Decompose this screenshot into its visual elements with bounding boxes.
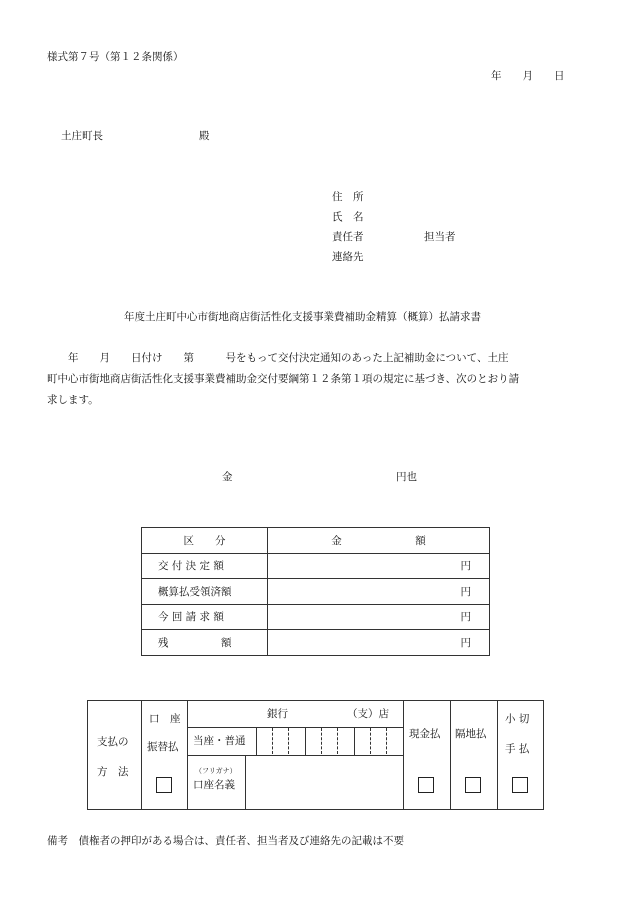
contact-label: 連絡先 — [332, 251, 364, 263]
header-amount: 金 額 — [268, 528, 490, 554]
divider — [497, 700, 498, 810]
amount-table — [141, 527, 490, 656]
body-line-2: 町中心市街地商店街活性化支援事業費補助金交付要綱第１２条第１項の規定に基づき、次のとおり請 — [47, 373, 520, 385]
bank-label: 銀行 — [267, 708, 288, 720]
body-paragraph — [47, 348, 577, 411]
row-unit: 円 — [268, 604, 490, 630]
remote-checkbox[interactable] — [465, 777, 481, 793]
table-row — [142, 579, 490, 605]
transfer-checkbox[interactable] — [156, 777, 172, 793]
addressee-honorific: 殿 — [199, 130, 210, 142]
document-title: 年度土庄町中心市街地商店街活性化支援事業費補助金精算（概算）払請求書 — [124, 311, 481, 323]
account-name-label: 口座名義 — [193, 779, 235, 791]
table-row — [142, 604, 490, 630]
amount-table-header — [142, 528, 490, 554]
row-unit: 円 — [268, 579, 490, 605]
remarks: 備考 債権者の押印がある場合は、責任者、担当者及び連絡先の記載は不要 — [47, 835, 404, 847]
date-line: 年 月 日 — [491, 70, 565, 82]
digit-separator — [386, 728, 387, 754]
address-label: 住 所 — [332, 191, 364, 203]
body-line-1: 年 月 日付け 第 号をもって交付決定通知のあった上記補助金について、土庄 — [47, 352, 509, 364]
divider — [187, 755, 403, 756]
header-category: 区 分 — [142, 528, 268, 554]
divider — [245, 755, 246, 810]
divider — [256, 727, 257, 755]
check-label-1: 小 切 — [505, 713, 530, 725]
method-label-2: 方 法 — [97, 766, 129, 778]
divider — [141, 700, 142, 810]
table-row — [142, 553, 490, 579]
digit-separator — [337, 728, 338, 754]
divider — [354, 727, 355, 755]
responsible-label: 責任者 — [332, 231, 364, 243]
account-type: 当座・普通 — [193, 735, 246, 747]
total-unit: 円也 — [396, 471, 417, 483]
row-label: 概算払受領済額 — [142, 579, 268, 605]
digit-separator — [288, 728, 289, 754]
row-label: 残 額 — [142, 630, 268, 656]
total-label: 金 — [222, 471, 233, 483]
transfer-label-2: 振替払 — [147, 741, 179, 753]
row-label: 今 回 請 求 額 — [142, 604, 268, 630]
branch-label: （支）店 — [347, 708, 389, 720]
row-unit: 円 — [268, 630, 490, 656]
row-unit: 円 — [268, 553, 490, 579]
check-label-2: 手 払 — [505, 743, 530, 755]
digit-separator — [272, 728, 273, 754]
cash-label: 現金払 — [409, 728, 441, 740]
check-checkbox[interactable] — [512, 777, 528, 793]
digit-separator — [321, 728, 322, 754]
divider — [403, 700, 404, 810]
addressee-name: 土庄町長 — [61, 130, 103, 142]
form-number: 様式第７号（第１２条関係） — [47, 51, 184, 63]
name-label: 氏 名 — [332, 211, 364, 223]
cash-checkbox[interactable] — [418, 777, 434, 793]
divider — [305, 727, 306, 755]
divider — [450, 700, 451, 810]
contact-person-label: 担当者 — [424, 231, 456, 243]
transfer-label-1: 口 座 — [149, 713, 181, 725]
method-label-1: 支払の — [97, 736, 129, 748]
remote-label: 隔地払 — [455, 728, 487, 740]
furigana-label: （フリガナ） — [195, 767, 237, 775]
body-line-3: 求します。 — [47, 394, 99, 406]
digit-separator — [370, 728, 371, 754]
table-row — [142, 630, 490, 656]
row-label: 交 付 決 定 額 — [142, 553, 268, 579]
